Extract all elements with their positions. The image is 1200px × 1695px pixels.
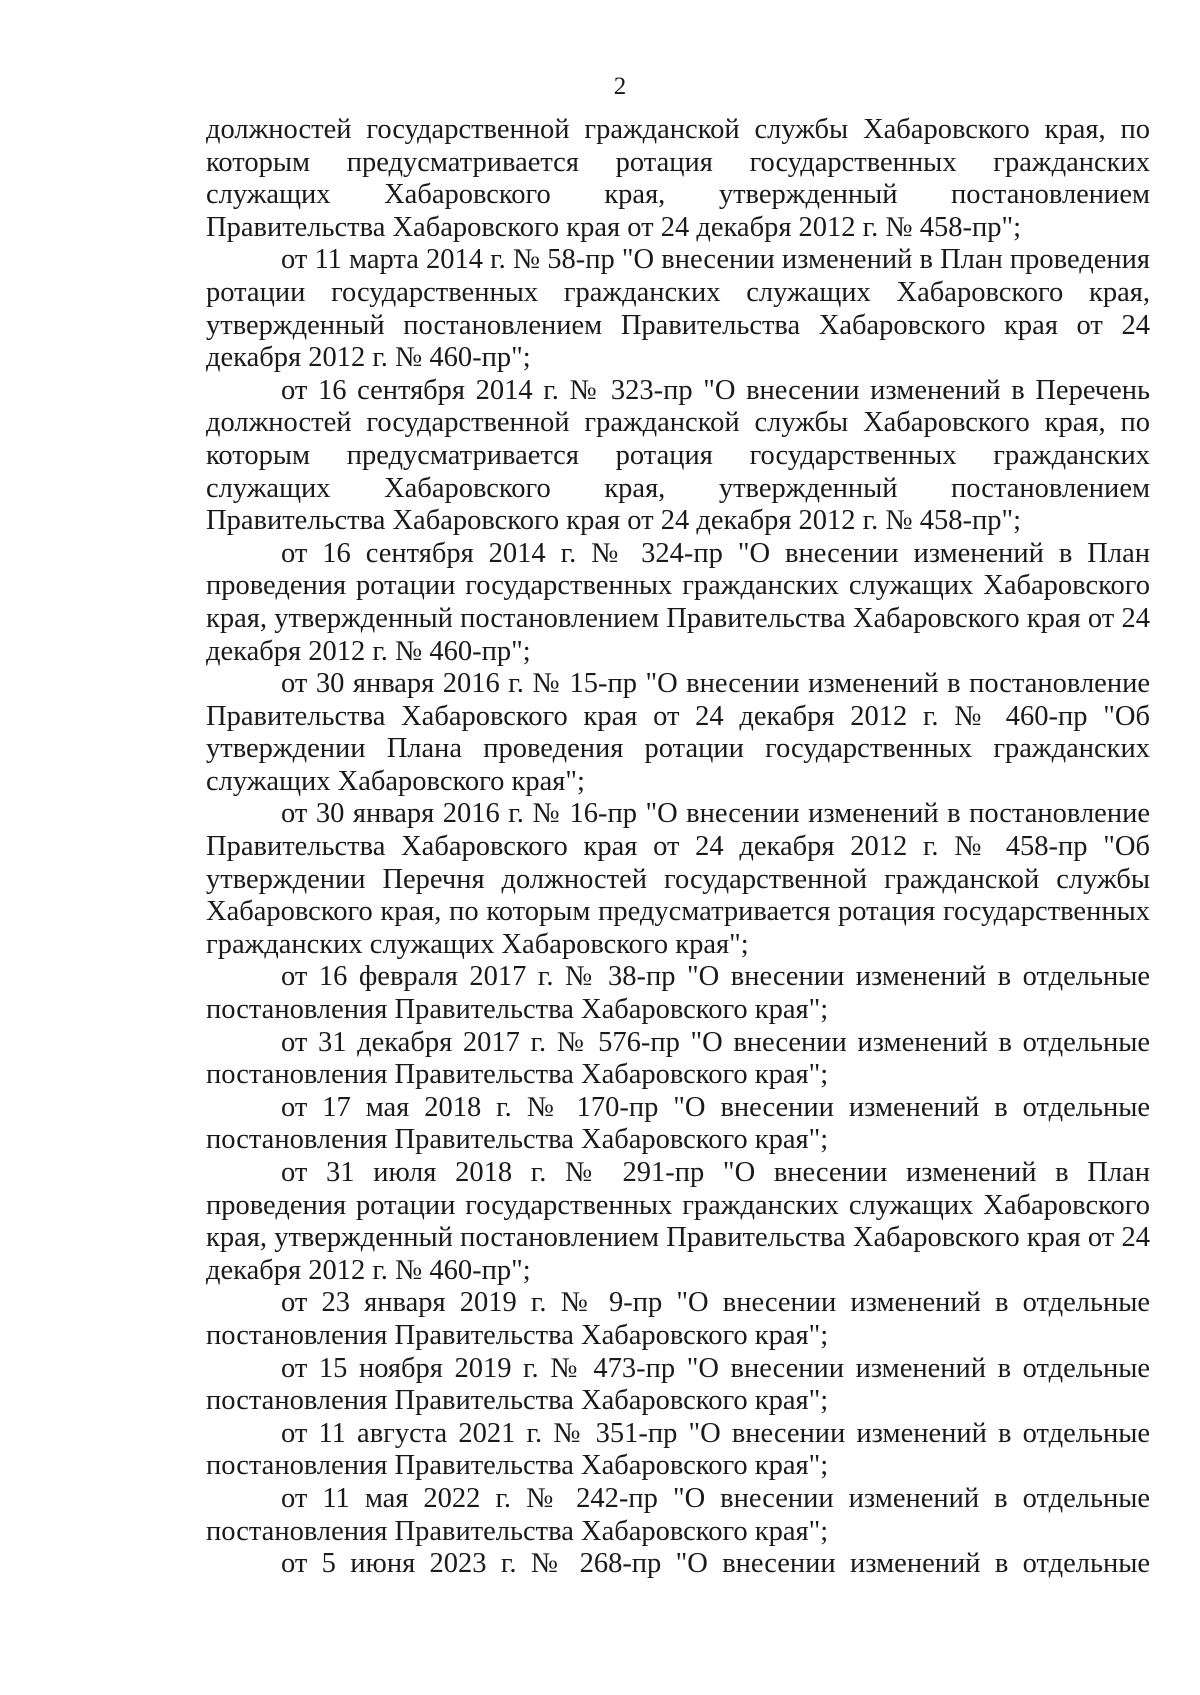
paragraph-amendment-2014-09-16-324: от 16 сентября 2014 г. № 324-пр "О внесении изменений в План проведения ротации государственных гражданских служащих Хабаровского края, утвержденный постановлением Правительства Хабаровского края от 24 декабря 2012 г. № 460-пр";: [206, 537, 1150, 667]
paragraph-amendment-2019-01-23: от 23 января 2019 г. № 9-пр "О внесении изменений в отдельные постановления Правительства Хабаровского края";: [206, 1287, 1150, 1351]
document-body: [206, 114, 1150, 1581]
paragraph-continued: должностей государственной гражданской службы Хабаровского края, по которым предусматривается ротация государственных гражданских служащих Хабаровского края, утвержденный постановлением Правительства Хабаровского края от 24 декабря 2012 г. № 458-пр";: [206, 114, 1150, 243]
paragraph-amendment-2016-01-30-15: от 30 января 2016 г. № 15-пр "О внесении изменений в постановление Правительства Хабаровского края от 24 декабря 2012 г. № 460-пр "Об утверждении Плана проведения ротации государственных гражданских служащих Хабаровского края";: [206, 668, 1150, 797]
paragraph-amendment-2016-01-30-16: от 30 января 2016 г. № 16-пр "О внесении изменений в постановление Правительства Хабаровского края от 24 декабря 2012 г. № 458-пр "Об утверждении Перечня должностей государственной гражданской службы Хабаровского края, по которым предусматривается ротация государственных гражданских служащих Хабаровского края";: [206, 798, 1150, 960]
paragraph-amendment-2023-06-05: от 5 июня 2023 г. № 268-пр "О внесении изменений в отдельные: [281, 1548, 1150, 1580]
paragraph-amendment-2022-05-11: от 11 мая 2022 г. № 242-пр "О внесении изменений в отдельные постановления Правительства Хабаровского края";: [206, 1482, 1150, 1547]
paragraph-amendment-2018-05-17: от 17 мая 2018 г. № 170-пр "О внесении изменений в отдельные постановления Правительства Хабаровского края";: [206, 1091, 1150, 1156]
paragraph-amendment-2014-03-11: от 11 марта 2014 г. № 58-пр "О внесении изменений в План проведения ротации государственных гражданских служащих Хабаровского края, утвержденный постановлением Правительства Хабаровского края от 24 декабря 2012 г. № 460-пр";: [206, 244, 1150, 374]
paragraph-amendment-2017-12-31: от 31 декабря 2017 г. № 576-пр "О внесении изменений в отдельные постановления Правительства Хабаровского края";: [206, 1026, 1150, 1091]
paragraph-amendment-2018-07-31: от 31 июля 2018 г. № 291-пр "О внесении изменений в План проведения ротации государственных гражданских служащих Хабаровского края, утвержденный постановлением Правительства Хабаровского края от 24 декабря 2012 г. № 460-пр";: [206, 1157, 1150, 1286]
paragraph-amendment-2019-11-15: от 15 ноября 2019 г. № 473-пр "О внесении изменений в отдельные постановления Правительства Хабаровского края";: [206, 1352, 1150, 1417]
page-number: 2: [613, 73, 627, 100]
paragraph-amendment-2017-02-16: от 16 февраля 2017 г. № 38-пр "О внесении изменений в отдельные постановления Правительства Хабаровского края";: [206, 961, 1150, 1026]
paragraph-amendment-2021-08-11: от 11 августа 2021 г. № 351-пр "О внесении изменений в отдельные постановления Правительства Хабаровского края";: [206, 1417, 1150, 1482]
paragraph-amendment-2014-09-16-323: от 16 сентября 2014 г. № 323-пр "О внесении изменений в Перечень должностей государственной гражданской службы Хабаровского края, по которым предусматривается ротация государственных гражданских служащих Хабаровского края, утвержденный постановлением Правительства Хабаровского края от 24 декабря 2012 г. № 458-пр";: [206, 374, 1150, 537]
